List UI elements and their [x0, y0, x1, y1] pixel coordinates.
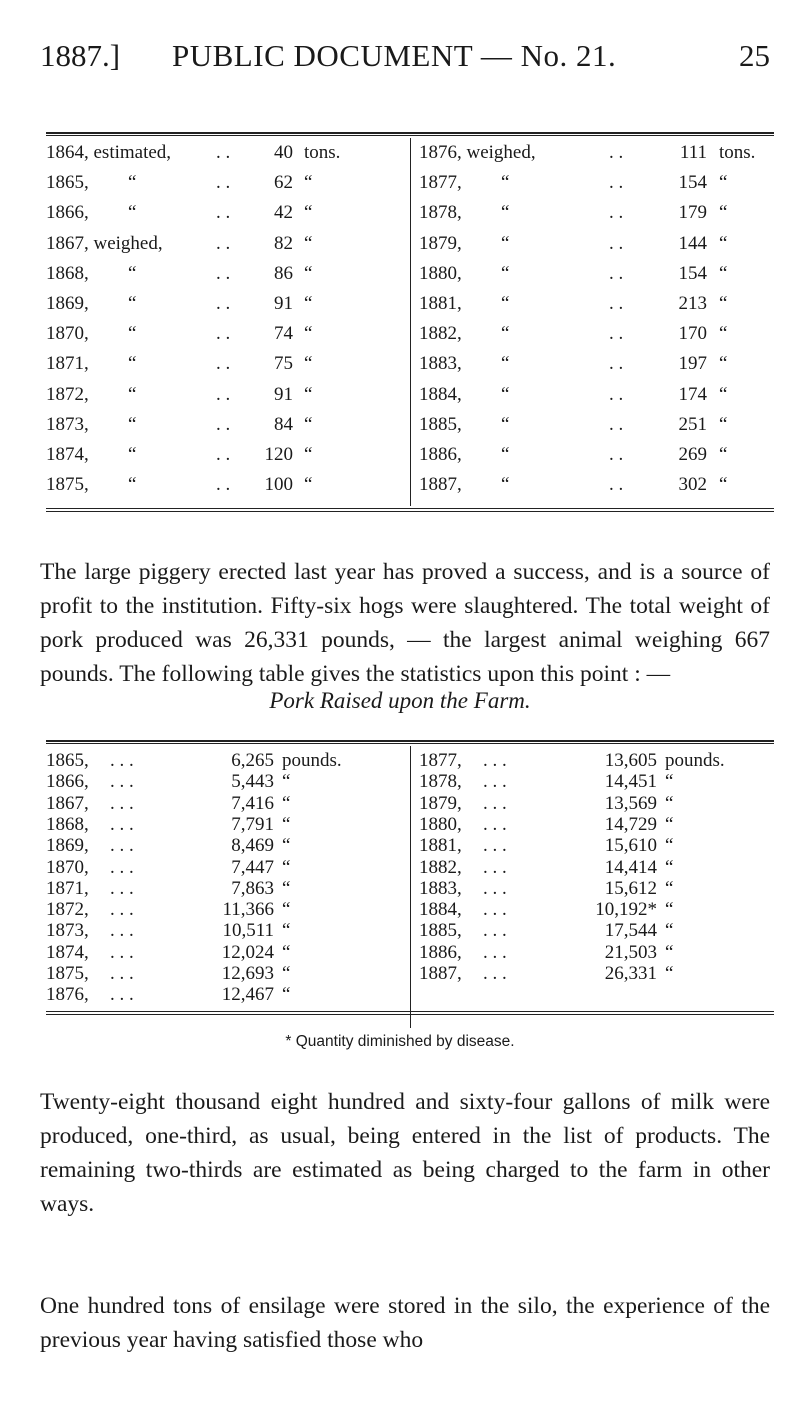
ditto-mark: “	[501, 172, 510, 194]
value: 154	[678, 262, 707, 284]
unit: “	[665, 899, 674, 921]
unit: “	[665, 813, 674, 835]
value: 12,024	[221, 941, 274, 963]
unit: “	[282, 984, 291, 1006]
leader-dots: . . .	[110, 941, 134, 963]
year-label: 1882,	[419, 856, 462, 878]
unit: “	[719, 232, 728, 254]
value: 5,443	[231, 771, 274, 793]
leader-dots: . .	[609, 383, 624, 405]
paragraph-piggery	[40, 555, 770, 691]
value: 170	[678, 323, 707, 345]
unit: “	[304, 413, 313, 435]
unit: “	[304, 262, 313, 284]
unit: “	[304, 202, 313, 224]
leader-dots: . . .	[110, 750, 134, 771]
ditto-mark: “	[501, 474, 510, 496]
year-label: 1880,	[419, 813, 462, 835]
year-label: 1878,	[419, 202, 462, 224]
table-row	[46, 142, 406, 168]
table-row	[46, 263, 406, 289]
ditto-mark: “	[501, 383, 510, 405]
unit: “	[282, 856, 291, 878]
table-row	[46, 384, 406, 410]
ditto-mark: “	[128, 202, 137, 224]
table-bottom-rule	[46, 508, 774, 509]
leader-dots: . . .	[110, 771, 134, 793]
year-label: 1871,	[46, 877, 89, 899]
year-label: 1864, estimated,	[46, 142, 172, 163]
value: 154	[678, 172, 707, 194]
table-top-rule	[46, 132, 774, 134]
table-row	[46, 353, 406, 379]
unit: “	[665, 963, 674, 984]
unit: “	[665, 920, 674, 942]
leader-dots: . . .	[483, 856, 507, 878]
unit: “	[304, 323, 313, 345]
paragraph-piggery-text: The large piggery erected last year has proved a success, and is a source of profit to the institution. Fifty-six hogs were slaughtered. The total weight of pork produced was 26,331 pounds, — the largest animal weighing 667 pounds. The following table gives the statistics upon this point : —	[40, 559, 770, 687]
table-row	[419, 263, 774, 289]
value: 144	[678, 232, 707, 254]
value: 91	[274, 383, 293, 405]
table-column-divider	[410, 746, 411, 1028]
value: 42	[274, 202, 293, 224]
unit: “	[282, 835, 291, 857]
unit: “	[719, 383, 728, 405]
year-label: 1885,	[419, 920, 462, 942]
year-label: 1876, weighed,	[419, 142, 536, 163]
header-title: PUBLIC DOCUMENT — No. 21.	[172, 38, 617, 73]
ditto-mark: “	[128, 293, 137, 314]
unit: “	[719, 353, 728, 375]
value: 13,605	[604, 750, 657, 771]
pork-table	[46, 740, 774, 1010]
year-label: 1884,	[419, 899, 462, 921]
value: 26,331	[604, 963, 657, 984]
leader-dots: . .	[216, 383, 231, 405]
unit: “	[719, 444, 728, 465]
leader-dots: . .	[216, 353, 231, 375]
leader-dots: . .	[609, 172, 624, 194]
value: 11,366	[222, 899, 274, 921]
ditto-mark: “	[128, 474, 137, 496]
unit: “	[304, 293, 313, 314]
unit: “	[665, 856, 674, 878]
year-label: 1867, weighed,	[46, 232, 163, 254]
unit: “	[665, 941, 674, 963]
leader-dots: . . .	[483, 899, 507, 921]
leader-dots: . .	[609, 293, 624, 314]
leader-dots: . .	[609, 323, 624, 345]
year-label: 1881,	[419, 835, 462, 857]
table-row	[419, 474, 774, 500]
year-label: 1872,	[46, 899, 89, 921]
table-row	[46, 293, 406, 319]
value: 91	[274, 293, 293, 314]
paragraph-ensilage	[40, 1289, 770, 1357]
table-row	[46, 444, 406, 470]
table-caption: Pork Raised upon the Farm.	[269, 688, 531, 713]
year-label: 1884,	[419, 383, 462, 405]
year-label: 1878,	[419, 771, 462, 793]
year-label: 1874,	[46, 444, 89, 465]
table-row	[419, 323, 774, 349]
leader-dots: . . .	[483, 963, 507, 984]
header-year: 1887.]	[40, 38, 121, 73]
ditto-mark: “	[501, 413, 510, 435]
unit: “	[304, 232, 313, 254]
unit: tons.	[719, 142, 756, 163]
year-label: 1866,	[46, 771, 89, 793]
leader-dots: . . .	[110, 877, 134, 899]
year-label: 1871,	[46, 353, 89, 375]
leader-dots: . .	[216, 413, 231, 435]
paragraph-milk	[40, 1085, 770, 1221]
year-label: 1875,	[46, 963, 89, 984]
year-label: 1876,	[46, 984, 89, 1006]
value: 17,544	[604, 920, 657, 942]
year-label: 1881,	[419, 293, 462, 314]
unit: pounds.	[665, 750, 725, 771]
unit: “	[282, 877, 291, 899]
year-label: 1887,	[419, 963, 462, 984]
year-label: 1877,	[419, 750, 462, 771]
table-row	[46, 474, 406, 500]
value: 251	[678, 413, 707, 435]
unit: “	[665, 771, 674, 793]
table-row	[419, 172, 774, 198]
unit: “	[282, 792, 291, 814]
leader-dots: . . .	[483, 877, 507, 899]
leader-dots: . .	[609, 262, 624, 284]
ditto-mark: “	[501, 323, 510, 345]
leader-dots: . .	[609, 232, 624, 254]
value: 179	[678, 202, 707, 224]
leader-dots: . .	[609, 413, 624, 435]
year-label: 1879,	[419, 792, 462, 814]
table-row	[419, 142, 774, 168]
year-label: 1865,	[46, 172, 89, 194]
value: 14,414	[604, 856, 657, 878]
ditto-mark: “	[128, 383, 137, 405]
leader-dots: . . .	[110, 813, 134, 835]
leader-dots: . . .	[483, 771, 507, 793]
year-label: 1866,	[46, 202, 89, 224]
table-row	[419, 233, 774, 259]
leader-dots: . . .	[483, 920, 507, 942]
ditto-mark: “	[128, 262, 137, 284]
table-row	[419, 963, 774, 989]
unit: “	[282, 899, 291, 921]
table-row	[419, 353, 774, 379]
table-row	[46, 414, 406, 440]
year-label: 1887,	[419, 474, 462, 496]
value: 86	[274, 262, 293, 284]
year-label: 1880,	[419, 262, 462, 284]
year-label: 1883,	[419, 877, 462, 899]
leader-dots: . . .	[110, 963, 134, 984]
value: 82	[274, 232, 293, 254]
value: 213	[678, 293, 707, 314]
table-row	[46, 233, 406, 259]
value: 10,192*	[595, 899, 657, 921]
value: 12,467	[221, 984, 274, 1006]
leader-dots: . . .	[110, 984, 134, 1006]
year-label: 1867,	[46, 792, 89, 814]
leader-dots: . .	[216, 444, 231, 465]
table-row	[419, 414, 774, 440]
unit: “	[282, 941, 291, 963]
value: 12,693	[221, 963, 274, 984]
unit: “	[719, 172, 728, 194]
value: 100	[264, 474, 293, 496]
unit: “	[719, 202, 728, 224]
value: 74	[274, 323, 293, 345]
table-row	[46, 323, 406, 349]
unit: “	[304, 474, 313, 496]
leader-dots: . . .	[483, 813, 507, 835]
year-label: 1882,	[419, 323, 462, 345]
value: 15,610	[604, 835, 657, 857]
year-label: 1886,	[419, 941, 462, 963]
year-label: 1877,	[419, 172, 462, 194]
unit: “	[282, 771, 291, 793]
year-label: 1879,	[419, 232, 462, 254]
value: 7,863	[231, 877, 274, 899]
ditto-mark: “	[501, 353, 510, 375]
leader-dots: . .	[609, 353, 624, 375]
leader-dots: . .	[609, 474, 624, 496]
year-label: 1869,	[46, 293, 89, 314]
unit: “	[719, 474, 728, 496]
unit: “	[719, 413, 728, 435]
leader-dots: . .	[216, 262, 231, 284]
leader-dots: . .	[216, 202, 231, 224]
leader-dots: . .	[216, 323, 231, 345]
year-label: 1865,	[46, 750, 89, 771]
value: 8,469	[231, 835, 274, 857]
table-row	[419, 293, 774, 319]
leader-dots: . .	[609, 202, 624, 224]
leader-dots: . .	[216, 474, 231, 496]
table-row	[46, 202, 406, 228]
year-label: 1883,	[419, 353, 462, 375]
table-row	[46, 172, 406, 198]
value: 6,265	[231, 750, 274, 771]
year-label: 1870,	[46, 323, 89, 345]
value: 111	[679, 142, 707, 163]
value: 14,451	[604, 771, 657, 793]
paragraph-ensilage-text: One hundred tons of ensilage were stored in the silo, the experience of the previous year having satisfied those who	[40, 1293, 770, 1353]
unit: “	[304, 353, 313, 375]
leader-dots: . . .	[110, 856, 134, 878]
leader-dots: . . .	[483, 792, 507, 814]
leader-dots: . .	[216, 142, 231, 163]
value: 14,729	[604, 813, 657, 835]
year-label: 1870,	[46, 856, 89, 878]
table-bottom-rule	[46, 1011, 774, 1012]
value: 174	[678, 383, 707, 405]
unit: “	[665, 877, 674, 899]
year-label: 1868,	[46, 813, 89, 835]
unit: “	[282, 920, 291, 942]
value: 10,511	[222, 920, 274, 942]
unit: pounds.	[282, 750, 342, 771]
year-label: 1875,	[46, 474, 89, 496]
unit: “	[719, 323, 728, 345]
tonnage-table	[46, 132, 774, 512]
year-label: 1886,	[419, 444, 462, 465]
table-top-rule-inner	[46, 743, 774, 744]
ditto-mark: “	[128, 444, 137, 465]
table-top-rule	[46, 740, 774, 742]
value: 75	[274, 353, 293, 375]
table-row	[46, 984, 406, 1010]
footnote: * Quantity diminished by disease.	[285, 1033, 515, 1050]
leader-dots: . . .	[483, 941, 507, 963]
page-header	[40, 38, 770, 98]
table-row	[419, 202, 774, 228]
leader-dots: . . .	[483, 835, 507, 857]
value: 84	[274, 413, 293, 435]
unit: “	[665, 835, 674, 857]
value: 197	[678, 353, 707, 375]
table-column-divider	[410, 138, 411, 506]
leader-dots: . .	[216, 232, 231, 254]
ditto-mark: “	[501, 202, 510, 224]
leader-dots: . . .	[483, 750, 507, 771]
ditto-mark: “	[128, 413, 137, 435]
value: 302	[678, 474, 707, 496]
value: 7,791	[231, 813, 274, 835]
year-label: 1868,	[46, 262, 89, 284]
ditto-mark: “	[128, 323, 137, 345]
ditto-mark: “	[128, 172, 137, 194]
unit: “	[719, 293, 728, 314]
year-label: 1885,	[419, 413, 462, 435]
unit: “	[304, 444, 313, 465]
ditto-mark: “	[501, 293, 510, 314]
leader-dots: . .	[609, 444, 624, 465]
value: 40	[274, 142, 293, 163]
leader-dots: . . .	[110, 792, 134, 814]
table-bottom-rule-inner	[46, 511, 774, 512]
leader-dots: . . .	[110, 835, 134, 857]
value: 15,612	[604, 877, 657, 899]
value: 62	[274, 172, 293, 194]
table-row	[419, 444, 774, 470]
table-bottom-rule-inner	[46, 1014, 774, 1015]
year-label: 1873,	[46, 413, 89, 435]
ditto-mark: “	[501, 232, 510, 254]
value: 120	[264, 444, 293, 465]
unit: “	[282, 813, 291, 835]
unit: “	[665, 792, 674, 814]
year-label: 1873,	[46, 920, 89, 942]
leader-dots: . . .	[110, 920, 134, 942]
leader-dots: . .	[609, 142, 624, 163]
year-label: 1872,	[46, 383, 89, 405]
table-top-rule-inner	[46, 135, 774, 136]
paragraph-milk-text: Twenty-eight thousand eight hundred and sixty-four gallons of milk were produced, one-third, as usual, being entered in the list of products. The remaining two-thirds are estimated as being charged to the farm in other ways.	[40, 1089, 770, 1217]
unit: tons.	[304, 142, 341, 163]
value: 269	[678, 444, 707, 465]
value: 21,503	[604, 941, 657, 963]
leader-dots: . .	[216, 172, 231, 194]
ditto-mark: “	[501, 444, 510, 465]
year-label: 1869,	[46, 835, 89, 857]
table-row	[419, 384, 774, 410]
ditto-mark: “	[128, 353, 137, 375]
leader-dots: . . .	[110, 899, 134, 921]
unit: “	[304, 172, 313, 194]
unit: “	[304, 383, 313, 405]
unit: “	[282, 963, 291, 984]
value: 13,569	[604, 792, 657, 814]
leader-dots: . .	[216, 293, 231, 314]
unit: “	[719, 262, 728, 284]
value: 7,416	[231, 792, 274, 814]
page-number: 25	[739, 38, 770, 73]
value: 7,447	[231, 856, 274, 878]
ditto-mark: “	[501, 262, 510, 284]
year-label: 1874,	[46, 941, 89, 963]
